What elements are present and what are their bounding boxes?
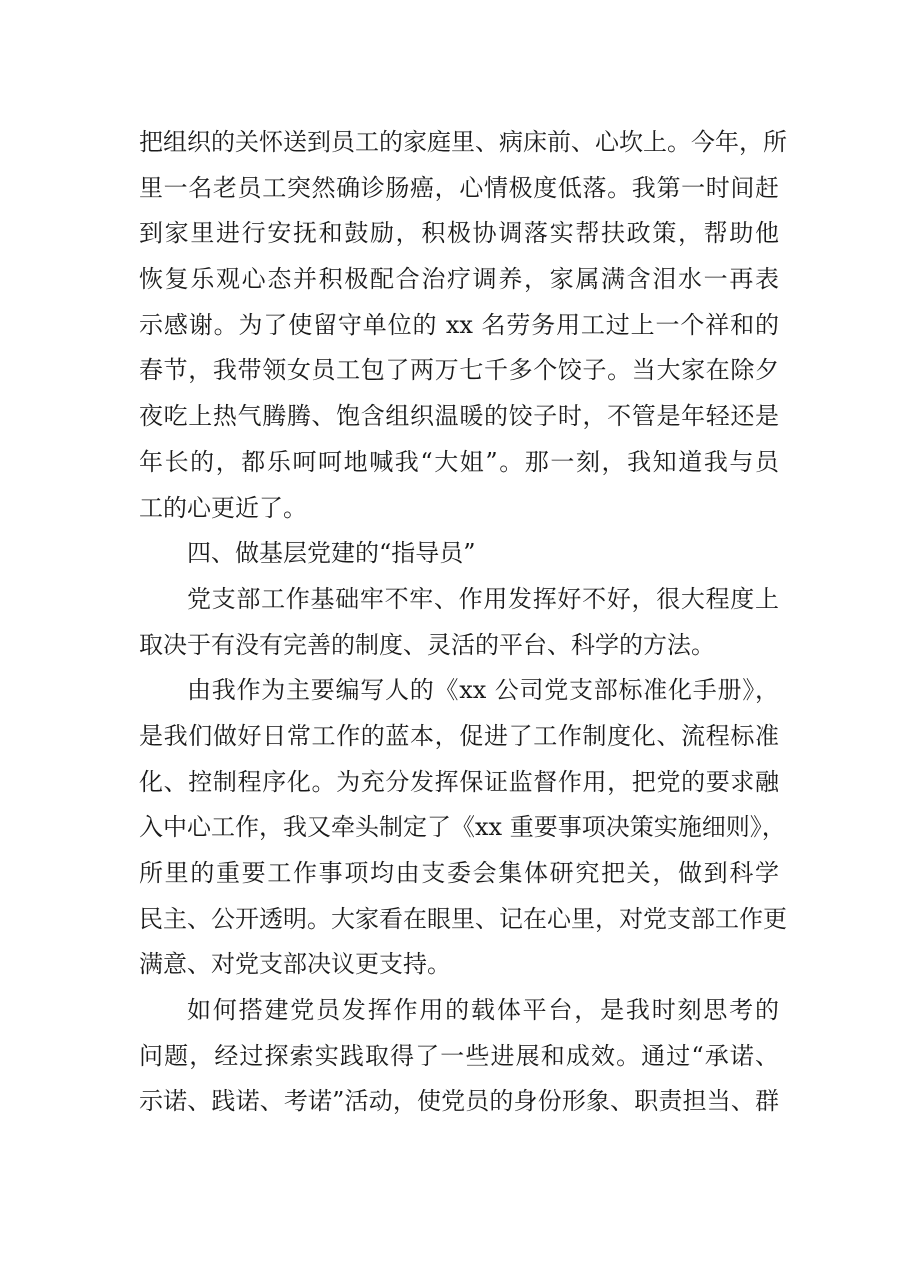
- text-line: 由我作为主要编写人的《xx 公司党支部标准化手册》，: [187, 676, 779, 705]
- section-heading: 四、做基层党建的“指导员”: [187, 539, 476, 568]
- text-line: 把组织的关怀送到员工的家庭里、病床前、心坎上。今年，所: [139, 128, 787, 156]
- text-line: 年长的，都乐呵呵地喊我“大姐”。那一刻，我知道我与员: [139, 447, 779, 476]
- text-line: 工的心更近了。: [139, 493, 307, 522]
- text-line: 夜吃上热气腾腾、饱含组织温暖的饺子时，不管是年轻还是: [139, 402, 779, 431]
- text-line: 民主、公开透明。大家看在眼里、记在心里，对党支部工作更: [139, 904, 787, 933]
- text-line: 入中心工作，我又牵头制定了《xx 重要事项决策实施细则》，: [139, 813, 786, 842]
- text-line: 恢复乐观心态并积极配合治疗调养，家属满含泪水一再表: [139, 265, 779, 294]
- document-body: [139, 120, 787, 1125]
- text-line: 到家里进行安抚和鼓励，积极协调落实帮扶政策，帮助他: [139, 219, 779, 248]
- text-line: 春节，我带领女员工包了两万七千多个饺子。当大家在除夕: [139, 356, 779, 385]
- text-line: 是我们做好日常工作的蓝本，促进了工作制度化、流程标准: [139, 721, 779, 750]
- text-line: 党支部工作基础牢不牢、作用发挥好不好，很大程度上: [187, 584, 779, 613]
- text-line: 示诺、践诺、考诺”活动，使党员的身份形象、职责担当、群: [139, 1087, 779, 1116]
- text-line: 问题，经过探索实践取得了一些进展和成效。通过“承诺、: [139, 1041, 779, 1070]
- text-line: 所里的重要工作事项均由支委会集体研究把关，做到科学: [139, 859, 779, 887]
- text-line: 示感谢。为了使留守单位的 xx 名劳务用工过上一个祥和的: [139, 310, 779, 339]
- text-line: 里一名老员工突然确诊肠癌，心情极度低落。我第一时间赶: [139, 173, 779, 202]
- text-line: 取决于有没有完善的制度、灵活的平台、科学的方法。: [139, 630, 715, 659]
- text-line: 满意、对党支部决议更支持。: [139, 950, 451, 979]
- text-line: 如何搭建党员发挥作用的载体平台，是我时刻思考的: [187, 996, 779, 1025]
- text-line: 化、控制程序化。为充分发挥保证监督作用，把党的要求融: [139, 767, 779, 796]
